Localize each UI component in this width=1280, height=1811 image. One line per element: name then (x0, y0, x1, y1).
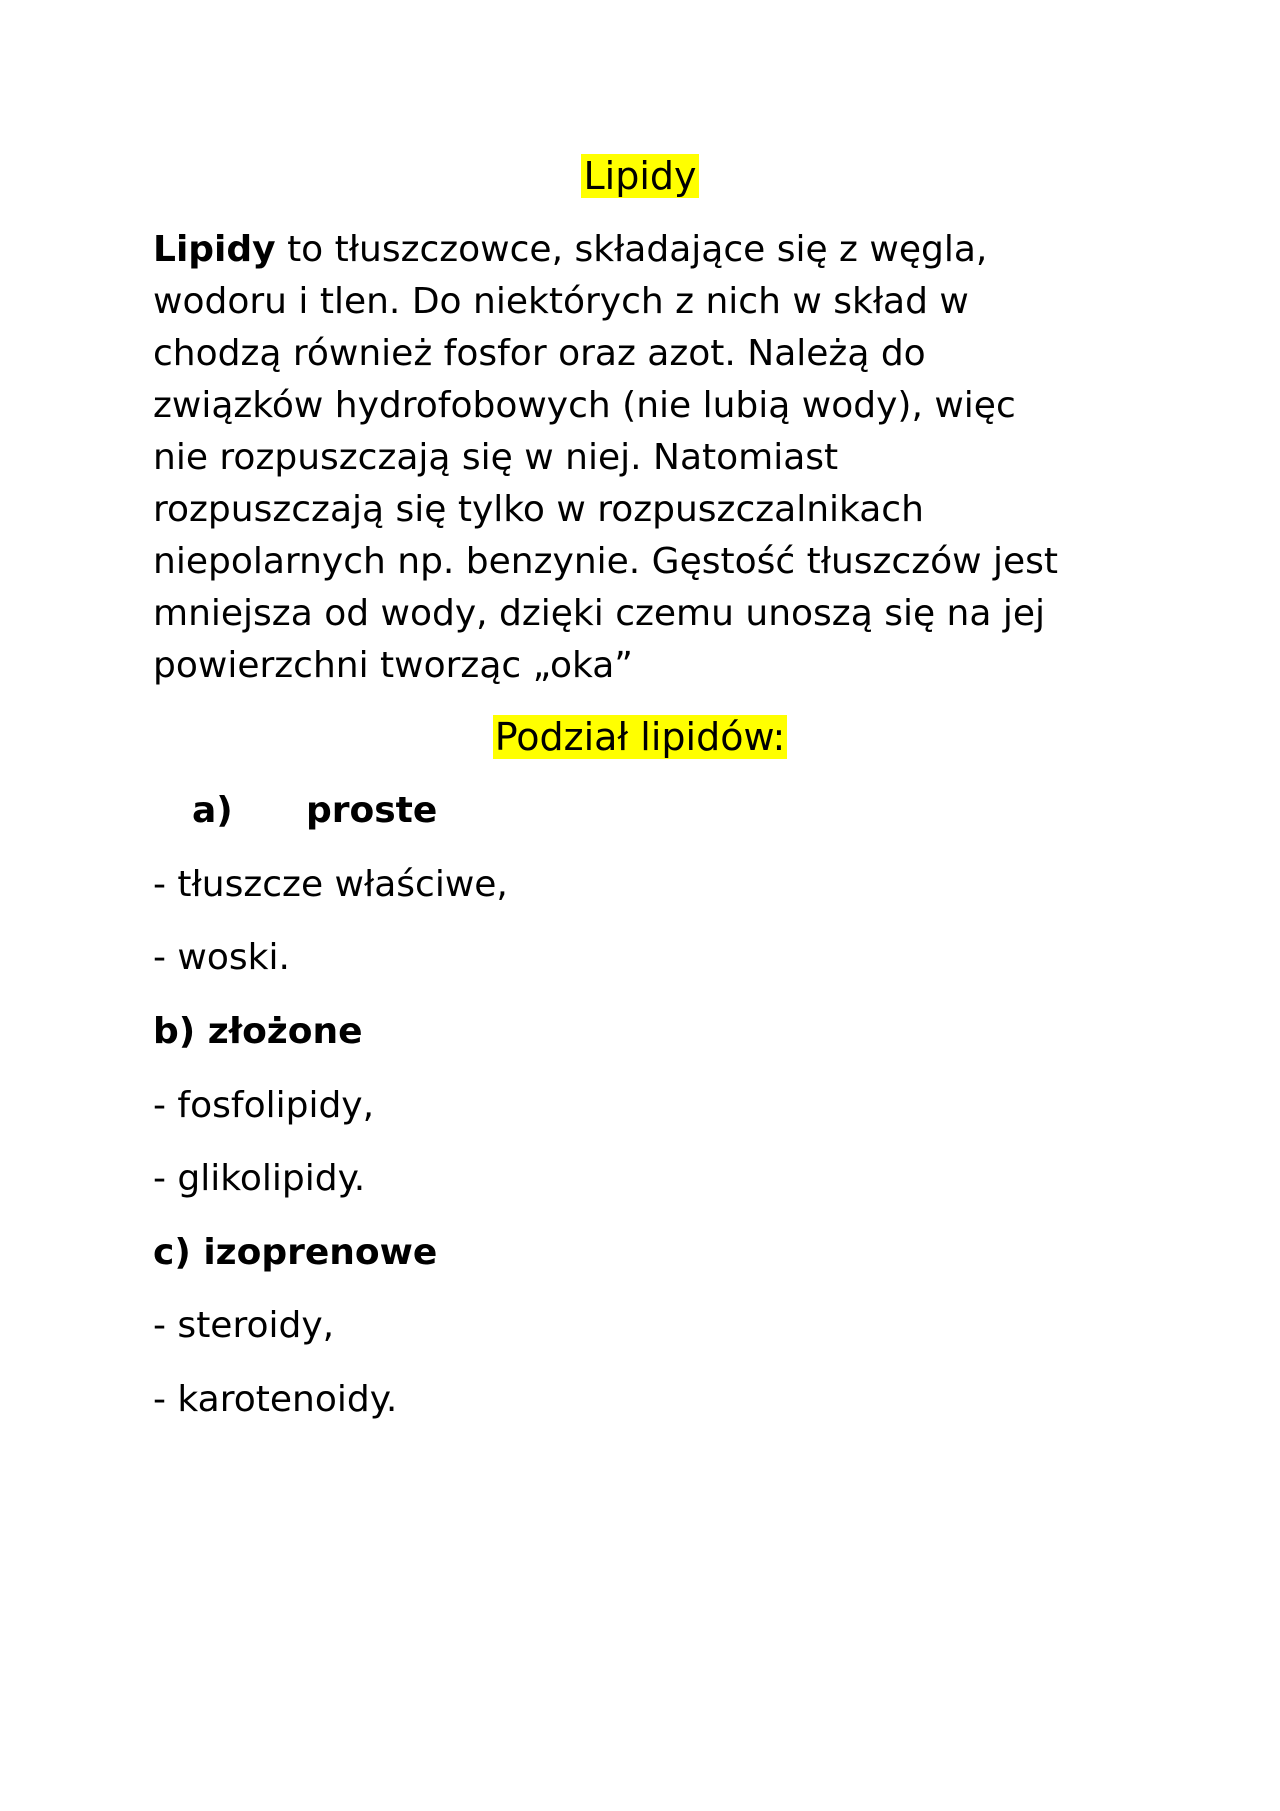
intro-line-8: mniejsza od wody, dzięki czemu unoszą się na jej (153, 593, 1046, 634)
category-c-heading: c) izoprenowe (153, 1232, 438, 1273)
intro-line-2: wodoru i tlen. Do niektórych z nich w skład w (153, 281, 969, 322)
category-a-name: proste (306, 790, 438, 831)
intro-line-1 (153, 224, 1153, 276)
document-title-line (0, 153, 1280, 199)
subtitle-line (0, 714, 1280, 760)
intro-line-7: niepolarnych np. benzynie. Gęstość tłuszczów jest (153, 541, 1059, 582)
intro-lead-term: Lipidy (153, 229, 276, 270)
category-b-heading: b) złożone (153, 1011, 363, 1052)
category-b-item-1: - fosfolipidy, (153, 1085, 375, 1126)
category-a-item-2: - woski. (153, 937, 290, 978)
category-a-marker: a) (192, 790, 233, 831)
intro-line-1-text: to tłuszczowce, składające się z węgla, (275, 229, 988, 270)
intro-line-3: chodzą również fosfor oraz azot. Należą do (153, 333, 926, 374)
intro-line-5: nie rozpuszczają się w niej. Natomiast (153, 437, 839, 478)
intro-line-6: rozpuszczają się tylko w rozpuszczalnikach (153, 489, 924, 530)
intro-line-9: powierzchni tworząc „oka” (153, 645, 633, 686)
intro-paragraph (153, 224, 1153, 692)
document-title: Lipidy (583, 154, 697, 198)
category-a-item-1: - tłuszcze właściwe, (153, 864, 508, 905)
classification-subtitle: Podział lipidów: (494, 715, 786, 759)
category-c-item-2: - karotenoidy. (153, 1379, 398, 1420)
category-c-item-1: - steroidy, (153, 1305, 335, 1346)
category-b-item-2: - glikolipidy. (153, 1158, 366, 1199)
intro-line-4: związków hydrofobowych (nie lubią wody), więc (153, 385, 1016, 426)
